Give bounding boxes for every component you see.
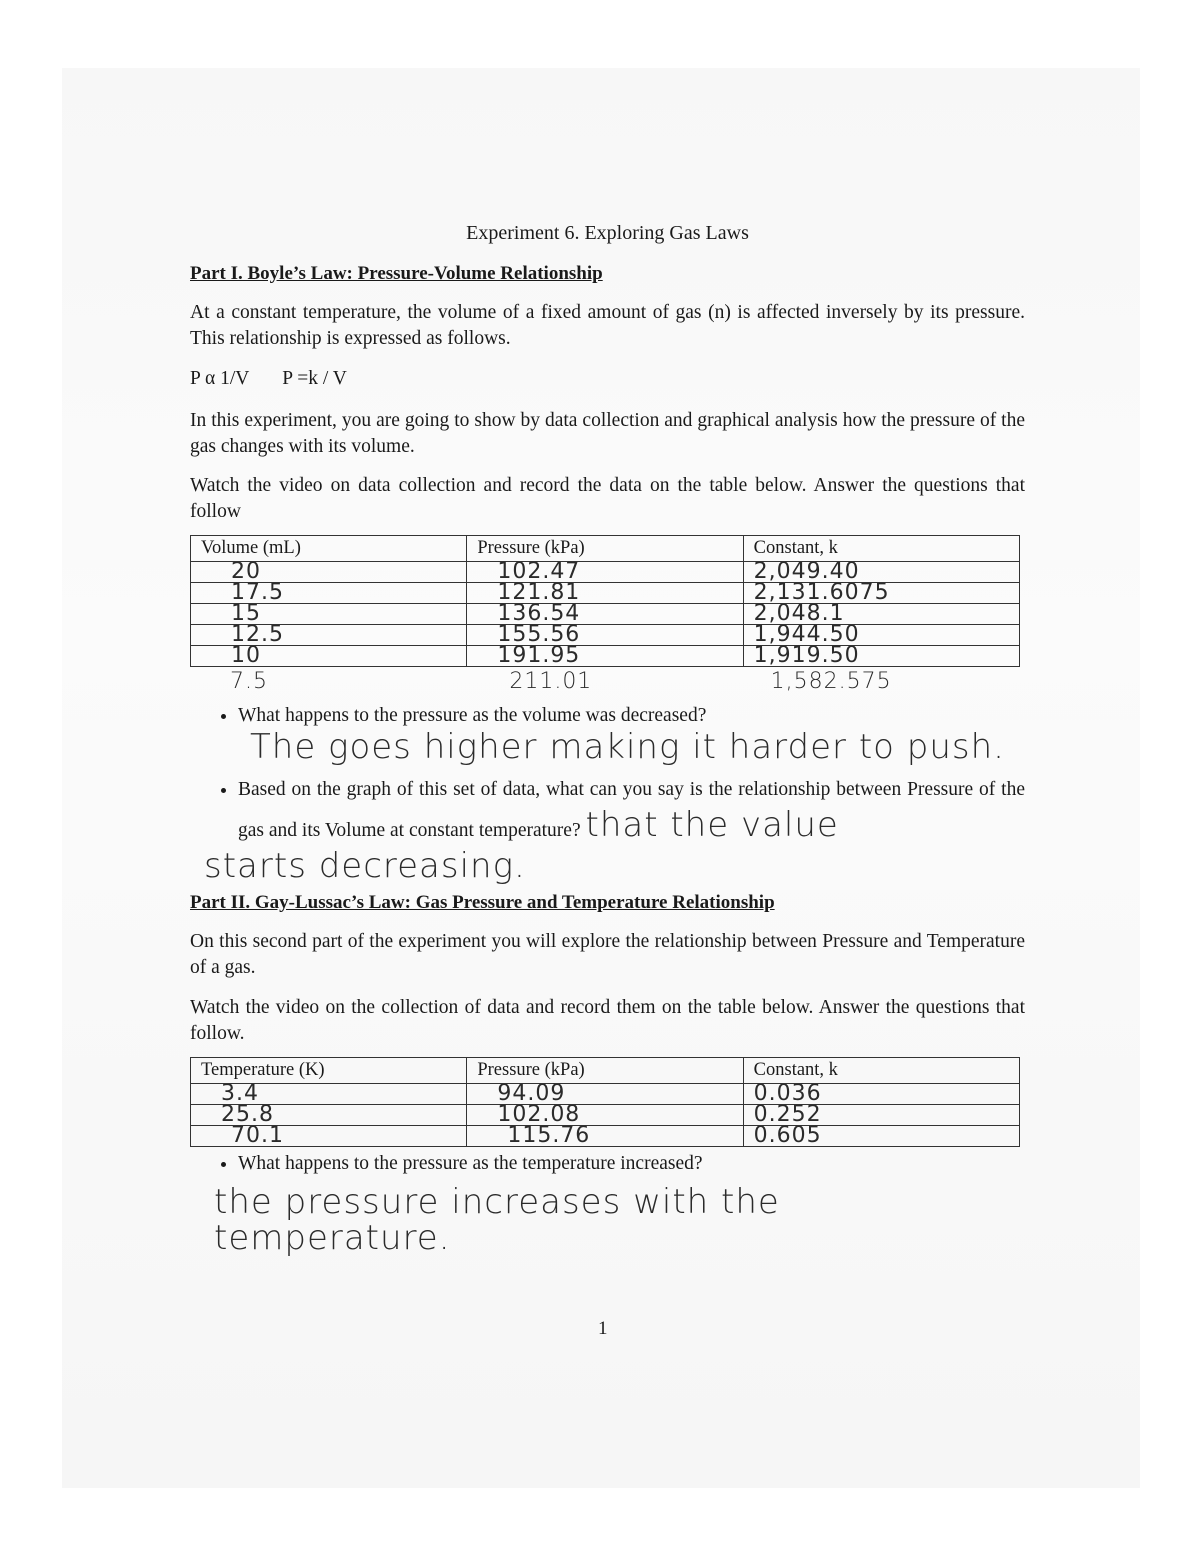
part2-paragraph-2: Watch the video on the collection of data and record them on the table below. Answer the questions that follow. — [190, 997, 1025, 1044]
answer-1[interactable]: The goes higher making it harder to push. — [250, 726, 1005, 767]
table-header-row — [191, 536, 1020, 562]
col-header-constant: Constant, k — [743, 1057, 1019, 1083]
extra-cell-constant: 1,582.575 — [770, 668, 892, 694]
col-header-pressure: Pressure (kPa) — [467, 536, 743, 562]
formula-equation: P =k / V — [282, 367, 347, 389]
extra-cell-volume: 7.5 — [230, 668, 268, 694]
col-header-temperature: Temperature (K) — [191, 1057, 467, 1083]
table-row — [191, 582, 1020, 603]
answer-3[interactable]: the pressure increases with the temperature. — [214, 1182, 780, 1259]
part2-paragraph-1: On this second part of the experiment you will explore the relationship between Pressure and Temperature of a gas. — [190, 931, 1025, 979]
question-text: Based on the graph of this set of data, what can you say is the relationship between Pressure of the gas and its Volume at constant temperature? — [238, 778, 1025, 841]
question-pressure-temperature — [238, 1151, 1025, 1177]
formula-proportional: P α 1/V — [190, 367, 250, 389]
table-cell[interactable]: 0.605 — [743, 1125, 1019, 1146]
table-cell[interactable]: 12.5 — [191, 624, 467, 645]
table-row — [191, 624, 1020, 645]
question-text: What happens to the pressure as the temperature increased? — [238, 1152, 703, 1174]
part1-paragraph-3: Watch the video on data collection and record the data on the table below. Answer the questions that follow — [190, 475, 1025, 523]
part1-paragraph-2: In this experiment, you are going to show by data collection and graphical analysis how the pressure of the gas changes with its volume. — [190, 409, 1025, 457]
table-cell[interactable]: 121.81 — [467, 582, 743, 603]
table-cell[interactable]: 0.036 — [743, 1083, 1019, 1104]
document-title: Experiment 6. Exploring Gas Laws — [466, 222, 749, 244]
table-row — [191, 561, 1020, 582]
document-page — [190, 220, 1025, 1259]
table-cell[interactable]: 10 — [191, 645, 467, 666]
table-cell[interactable]: 155.56 — [467, 624, 743, 645]
table-cell[interactable]: 3.4 — [191, 1083, 467, 1104]
part2-questions — [190, 1151, 1025, 1177]
table-cell[interactable]: 15 — [191, 603, 467, 624]
table-cell[interactable]: 25.8 — [191, 1104, 467, 1125]
table-cell[interactable]: 1,919.50 — [743, 645, 1019, 666]
extra-cell-pressure: 211.01 — [509, 668, 593, 694]
table-row — [191, 1125, 1020, 1146]
table-cell[interactable]: 70.1 — [191, 1125, 467, 1146]
question-text: What happens to the pressure as the volume was decreased? — [238, 704, 707, 726]
table-cell[interactable]: 136.54 — [467, 603, 743, 624]
col-header-volume: Volume (mL) — [191, 536, 467, 562]
part1-questions-2 — [190, 777, 1025, 848]
page-number: 1 — [598, 1318, 608, 1339]
answer-2-inline[interactable]: that the value — [585, 804, 839, 845]
table-header-row — [191, 1057, 1020, 1083]
part2-heading: Part II. Gay-Lussac’s Law: Gas Pressure and Temperature Relationship — [190, 891, 775, 913]
table-cell[interactable]: 2,131.6075 — [743, 582, 1019, 603]
question-relationship — [238, 777, 1025, 848]
table-cell[interactable]: 102.47 — [467, 561, 743, 582]
question-pressure-volume — [238, 703, 1025, 729]
table-cell[interactable]: 2,049.40 — [743, 561, 1019, 582]
table-cell[interactable]: 0.252 — [743, 1104, 1019, 1125]
part1-heading: Part I. Boyle’s Law: Pressure-Volume Relationship — [190, 262, 603, 284]
table-cell[interactable]: 102.08 — [467, 1104, 743, 1125]
table-cell[interactable]: 20 — [191, 561, 467, 582]
table-cell[interactable]: 115.76 — [467, 1125, 743, 1146]
table-cell[interactable]: 17.5 — [191, 582, 467, 603]
part1-questions — [190, 703, 1025, 729]
table-extra-row — [190, 667, 1020, 695]
table-row — [191, 1083, 1020, 1104]
table-cell[interactable]: 2,048.1 — [743, 603, 1019, 624]
table-cell[interactable]: 191.95 — [467, 645, 743, 666]
formula-line — [190, 366, 1025, 392]
boyles-law-table — [190, 535, 1020, 667]
table-row — [191, 603, 1020, 624]
table-row — [191, 645, 1020, 666]
table-cell[interactable]: 94.09 — [467, 1083, 743, 1104]
answer-2-continued[interactable]: starts decreasing. — [204, 845, 526, 886]
col-header-pressure: Pressure (kPa) — [467, 1057, 743, 1083]
gay-lussac-table — [190, 1057, 1020, 1147]
col-header-constant: Constant, k — [743, 536, 1019, 562]
part1-intro: At a constant temperature, the volume of a fixed amount of gas (n) is affected inversely by its pressure. This relationship is expressed as follows. — [190, 301, 1025, 349]
table-cell[interactable]: 1,944.50 — [743, 624, 1019, 645]
table-row — [191, 1104, 1020, 1125]
